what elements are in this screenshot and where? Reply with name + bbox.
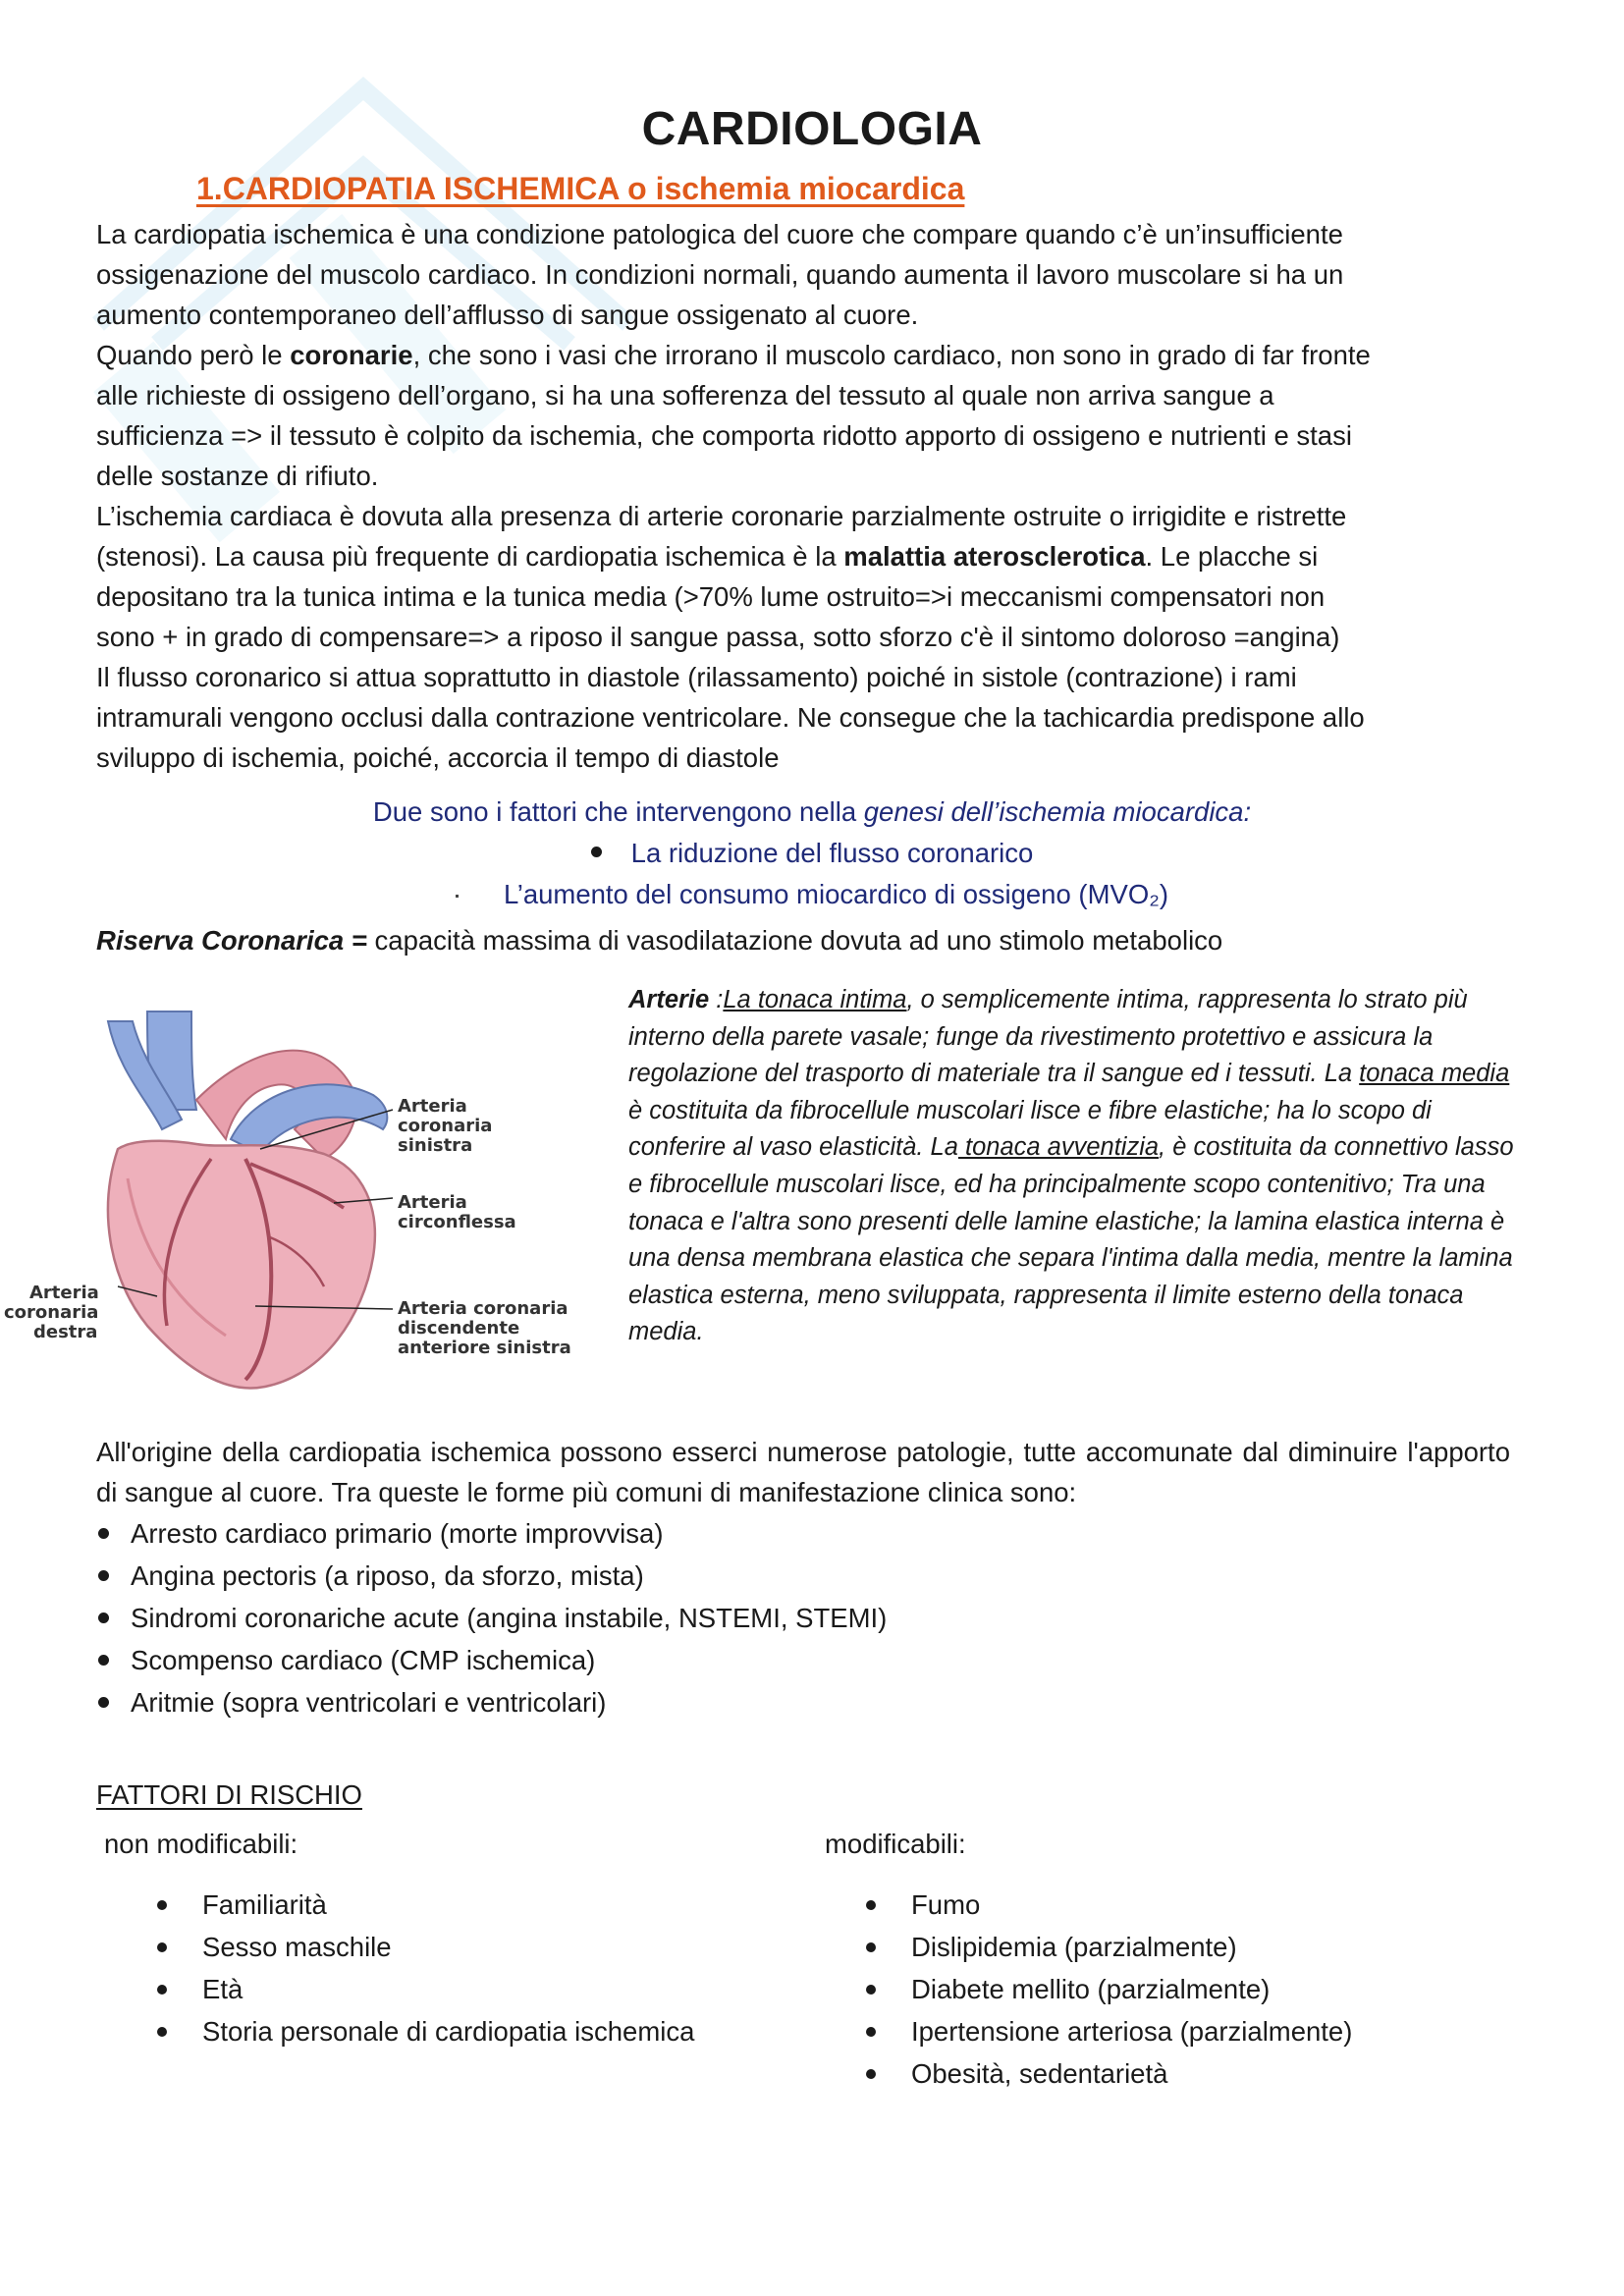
non-modificabili-list	[96, 1884, 694, 2052]
riserva-label: Riserva Coronarica =	[96, 925, 367, 956]
bullet-icon	[157, 1900, 167, 1910]
tonaca-media-term: tonaca media	[1359, 1060, 1510, 1088]
bullet-icon	[866, 2027, 876, 2037]
list-item: Sindromi coronariche acute (angina instabile, NSTEMI, STEMI)	[98, 1597, 887, 1639]
tonaca-avventizia-term: tonaca avventizia	[957, 1133, 1160, 1162]
label-coronaria-destra: coronaria	[4, 1302, 99, 1323]
list-item: Scompenso cardiaco (CMP ischemica)	[98, 1639, 887, 1681]
intro-line: aumento contemporaneo dell’afflusso di sangue ossigenato al cuore.	[96, 300, 919, 330]
bullet-icon	[98, 1570, 109, 1581]
list-item: Angina pectoris (a riposo, da sforzo, mista)	[98, 1555, 887, 1597]
bullet-icon	[591, 847, 602, 857]
list-item: Aritmie (sopra ventricolari e ventricolari)	[98, 1681, 887, 1723]
label-circonflessa: circonflessa	[398, 1212, 516, 1232]
label-discendente: discendente	[398, 1318, 520, 1339]
genesi-item: La riduzione del flusso coronarico	[0, 833, 1624, 873]
label-discendente: anteriore sinistra	[398, 1338, 571, 1358]
list-item: Obesità, sedentarietà	[805, 2052, 1352, 2095]
tonaca-intima-term: La tonaca intima	[723, 986, 907, 1013]
bullet-icon	[866, 1985, 876, 1995]
ischemia-line: depositano tra la tunica intima e la tunica media (>70% lume ostruito=>i meccanismi compensatori non	[96, 581, 1326, 612]
label-coronaria-sinistra: coronaria	[398, 1116, 493, 1136]
coronarie-paragraph	[96, 335, 1520, 496]
bullet-icon	[98, 1613, 109, 1623]
genesi-intro: Due sono i fattori che intervengono nella genesi dell’ischemia miocardica:	[372, 796, 1252, 827]
label-discendente: Arteria coronaria	[398, 1298, 568, 1319]
label-circonflessa: Arteria	[398, 1192, 467, 1213]
label-coronaria-destra: Arteria	[29, 1283, 99, 1303]
bullet-icon	[456, 895, 459, 898]
list-item: Storia personale di cardiopatia ischemica	[96, 2010, 694, 2052]
document-title: CARDIOLOGIA	[641, 103, 983, 155]
bullet-icon	[98, 1697, 109, 1708]
arterie-label: Arterie	[628, 986, 710, 1013]
intro-line: La cardiopatia ischemica è una condizione patologica del cuore che compare quando c’è un’insufficiente	[96, 219, 1343, 249]
arterie-description: Arterie :La tonaca intima, o semplicemente intima, rappresenta lo strato più interno della parete vasale; funge da rivestimento protettivo e assicura la regolazione del trasporto di materiale tra il sangue ed i tessuti. La tonaca media è costituita da fibrocellule muscolari lisce e fibre elastiche; ha lo scopo di conferire al vaso elasticità. La tonaca avventizia, è costituita da connettivo lasso e fibrocellule muscolari lisce, ed ha principalmente scopo contenitivo; Tra una tonaca e l'altra sono presenti delle lamine elastiche; la lamina elastica interna è una densa membrana elastica che separa l'intima dalla media, mentre la lamina elastica esterna, meno sviluppata, rappresenta il limite esterno della tonaca media.	[628, 986, 1514, 1346]
coronarie-term: coronarie	[290, 340, 413, 370]
modificabili-title: modificabili:	[825, 1829, 966, 1859]
list-item: Arresto cardiaco primario (morte improvvisa)	[98, 1512, 887, 1555]
riserva-coronarica	[96, 920, 1222, 960]
coronarie-line: alle richieste di ossigeno dell’organo, si ha una sofferenza del tessuto al quale non arriva sangue a	[96, 380, 1274, 410]
ischemia-line: sono + in grado di compensare=> a riposo il sangue passa, sotto sforzo c'è il sintomo doloroso =angina)	[96, 622, 1340, 652]
aterosclerotica-term: malattia aterosclerotica	[843, 541, 1146, 572]
bullet-icon	[157, 1942, 167, 1952]
list-item: Età	[96, 1968, 694, 2010]
manifestazioni-list	[98, 1512, 887, 1723]
bullet-icon	[866, 1942, 876, 1952]
label-coronaria-destra: destra	[33, 1322, 98, 1342]
ischemia-line: intramurali vengono occlusi dalla contrazione ventricolare. Ne consegue che la tachicardia predispone allo	[96, 702, 1365, 733]
bullet-icon	[157, 1985, 167, 1995]
non-modificabili-title: non modificabili:	[104, 1829, 298, 1859]
coronarie-line: Quando però le coronarie, che sono i vasi che irrorano il muscolo cardiaco, non sono in grado di far fronte	[96, 340, 1371, 370]
coronarie-line: sufficienza => il tessuto è colpito da ischemia, che comporta ridotto apporto di ossigeno e nutrienti e stasi	[96, 420, 1352, 451]
intro-paragraph	[96, 214, 1520, 335]
list-item: Familiarità	[96, 1884, 694, 1926]
ischemia-paragraph	[96, 496, 1520, 778]
ischemia-line: (stenosi). La causa più frequente di cardiopatia ischemica è la malattia aterosclerotica. Le placche si	[96, 541, 1319, 572]
heart-coronary-illustration	[0, 982, 624, 1402]
bullet-icon	[866, 1900, 876, 1910]
ischemia-line: Il flusso coronarico si attua soprattutto in diastole (rilassamento) poiché in sistole (contrazione) i rami	[96, 662, 1297, 692]
ischemia-line: L’ischemia cardiaca è dovuta alla presenza di arterie coronarie parzialmente ostruite o irrigidite e ristrette	[96, 501, 1347, 531]
bullet-icon	[98, 1528, 109, 1539]
origine-paragraph: All'origine della cardiopatia ischemica possono esserci numerose patologie, tutte accomunate dal diminuire l'apporto di sangue al cuore. Tra queste le forme più comuni di manifestazione clinica sono:	[96, 1437, 1510, 1507]
list-item: Fumo	[805, 1884, 1352, 1926]
modificabili-list	[805, 1884, 1352, 2095]
label-coronaria-sinistra: Arteria	[398, 1096, 467, 1117]
ischemia-line: sviluppo di ischemia, poiché, accorcia il tempo di diastole	[96, 742, 780, 773]
list-item: Ipertensione arteriosa (parzialmente)	[805, 2010, 1352, 2052]
riserva-text: capacità massima di vasodilatazione dovuta ad uno stimolo metabolico	[366, 925, 1223, 956]
list-item: Diabete mellito (parzialmente)	[805, 1968, 1352, 2010]
coronarie-line: delle sostanze di rifiuto.	[96, 461, 379, 491]
genesi-item: L’aumento del consumo miocardico di ossigeno (MVO₂)	[0, 874, 1624, 914]
bullet-icon	[98, 1655, 109, 1666]
intro-line: ossigenazione del muscolo cardiaco. In condizioni normali, quando aumenta il lavoro muscolare si ha un	[96, 259, 1344, 290]
list-item: Sesso maschile	[96, 1926, 694, 1968]
bullet-icon	[157, 2027, 167, 2037]
fattori-rischio-title: FATTORI DI RISCHIO	[96, 1779, 362, 1810]
bullet-icon	[866, 2069, 876, 2079]
list-item: Dislipidemia (parzialmente)	[805, 1926, 1352, 1968]
section-title: 1.CARDIOPATIA ISCHEMICA o ischemia miocardica	[196, 171, 965, 206]
label-coronaria-sinistra: sinistra	[398, 1135, 473, 1156]
